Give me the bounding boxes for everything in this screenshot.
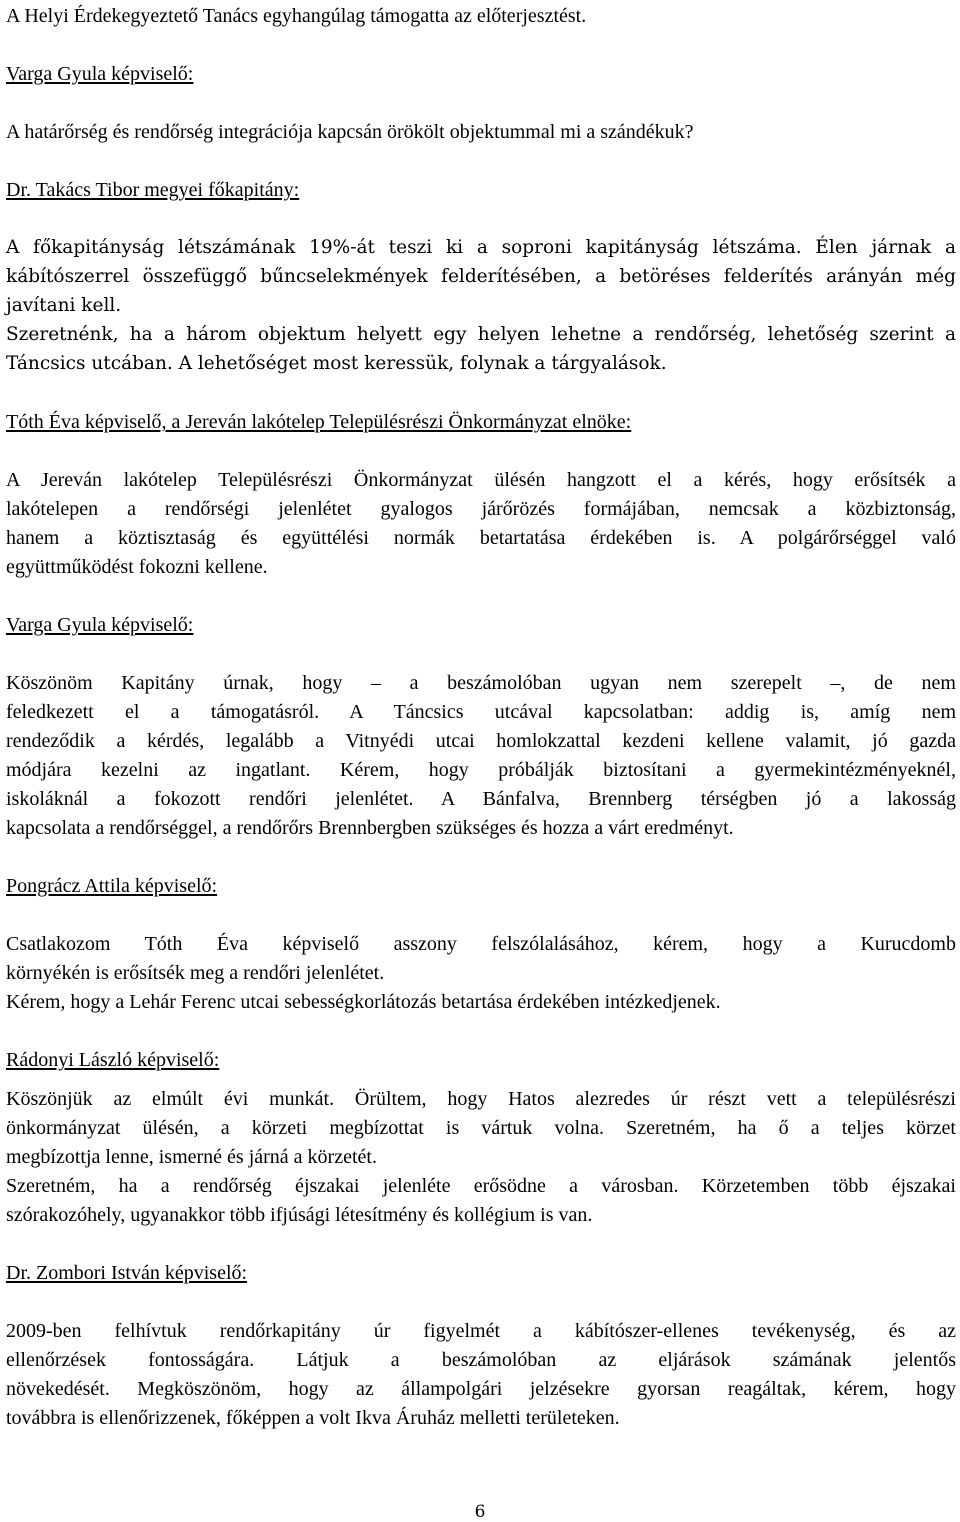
speaker-heading: Dr. Zombori István képviselő: <box>6 1262 248 1284</box>
paragraph-line: környékén is erősítsék meg a rendőri jelenlétet. <box>6 962 385 984</box>
paragraph-line: megbízottja lenne, ismerné és járná a körzetét. <box>6 1146 377 1168</box>
speaker-heading: Pongrácz Attila képviselő: <box>6 875 218 897</box>
speaker-heading: Varga Gyula képviselő: <box>6 614 194 636</box>
paragraph-line: A Helyi Érdekegyeztető Tanács egyhangúlag támogatta az előterjesztést. <box>6 5 587 27</box>
paragraph-line: ellenőrzések fontosságára. Látjuk a beszámolóban az eljárások számának jelentős <box>6 1349 956 1371</box>
speaker-heading: Rádonyi László képviselő: <box>6 1049 220 1071</box>
paragraph-line: A főkapitányság létszámának 19%-át teszi ki a soproni kapitányság létszáma. Élen járnak a <box>6 237 956 258</box>
paragraph-line: iskoláknál a fokozott rendőri jelenlétet. A Bánfalva, Brennberg térségben jó a lakosság <box>6 788 956 810</box>
paragraph-line: 2009-ben felhívtuk rendőrkapitány úr figyelmét a kábítószer-ellenes tevékenység, és az <box>6 1320 956 1342</box>
paragraph-line: növekedését. Megköszönöm, hogy az állampolgári jelzésekre gyorsan reagáltak, kérem, hogy <box>6 1378 956 1400</box>
paragraph-line: rendeződik a kérdés, legalább a Vitnyédi utcai homlokzattal kezdeni kellene valamit, jó gazda <box>6 730 956 752</box>
paragraph-line: kábítószerrel összefüggő bűncselekmények felderítésében, a betöréses felderítés arányán még <box>6 266 956 287</box>
paragraph-line: együttműködést fokozni kellene. <box>6 556 268 578</box>
paragraph-line: lakótelepen a rendőrségi jelenlétet gyalogos járőrözés formájában, nemcsak a közbiztonság, <box>6 498 956 520</box>
paragraph-line: Köszönöm Kapitány úrnak, hogy – a beszámolóban ugyan nem szerepelt –, de nem <box>6 672 956 694</box>
paragraph-line: Táncsics utcában. A lehetőséget most keressük, folynak a tárgyalások. <box>6 353 667 374</box>
paragraph-line: Szeretném, ha a rendőrség éjszakai jelenléte erősödne a városban. Körzetemben több éjszakai <box>6 1175 956 1197</box>
paragraph-line: A Jereván lakótelep Településrészi Önkormányzat ülésén hangzott el a kérés, hogy erősítsék a <box>6 469 956 491</box>
paragraph-line: kapcsolata a rendőrséggel, a rendőrőrs Brennbergben szükséges és hozza a várt eredményt. <box>6 817 734 839</box>
speaker-heading: Tóth Éva képviselő, a Jereván lakótelep Településrészi Önkormányzat elnöke: <box>6 411 632 433</box>
paragraph-line: továbbra is ellenőrizzenek, főképpen a volt Ikva Áruház melletti területeken. <box>6 1407 620 1429</box>
paragraph-line: módjára kezelni az ingatlant. Kérem, hogy próbálják biztosítani a gyermekintézményeknél, <box>6 759 956 781</box>
paragraph-line: javítani kell. <box>6 295 122 316</box>
paragraph-line: Köszönjük az elmúlt évi munkát. Örültem, hogy Hatos alezredes úr részt vett a településrészi <box>6 1088 956 1110</box>
paragraph-line: szórakozóhely, ugyanakkor több ifjúsági létesítmény és kollégium is van. <box>6 1204 593 1226</box>
paragraph-line: Szeretnénk, ha a három objektum helyett egy helyen lehetne a rendőrség, lehetőség szerint a <box>6 324 956 345</box>
paragraph-line: Kérem, hogy a Lehár Ferenc utcai sebességkorlátozás betartása érdekében intézkedjenek. <box>6 991 721 1013</box>
paragraph-line: hanem a köztisztaság és együttélési normák betartatása érdekében is. A polgárőrséggel való <box>6 527 956 549</box>
paragraph-line: önkormányzat ülésén, a körzeti megbízottat is vártuk volna. Szeretném, ha ő a teljes körzet <box>6 1117 956 1139</box>
paragraph-line: A határőrség és rendőrség integrációja kapcsán örökölt objektummal mi a szándékuk? <box>6 121 694 143</box>
paragraph-line: Csatlakozom Tóth Éva képviselő asszony felszólalásához, kérem, hogy a Kurucdomb <box>6 933 956 955</box>
paragraph-line: feledkezett el a támogatásról. A Táncsics utcával kapcsolatban: addig is, amíg nem <box>6 701 956 723</box>
page-number: 6 <box>474 1502 486 1522</box>
speaker-heading: Dr. Takács Tibor megyei főkapitány: <box>6 179 300 201</box>
speaker-heading: Varga Gyula képviselő: <box>6 63 194 85</box>
